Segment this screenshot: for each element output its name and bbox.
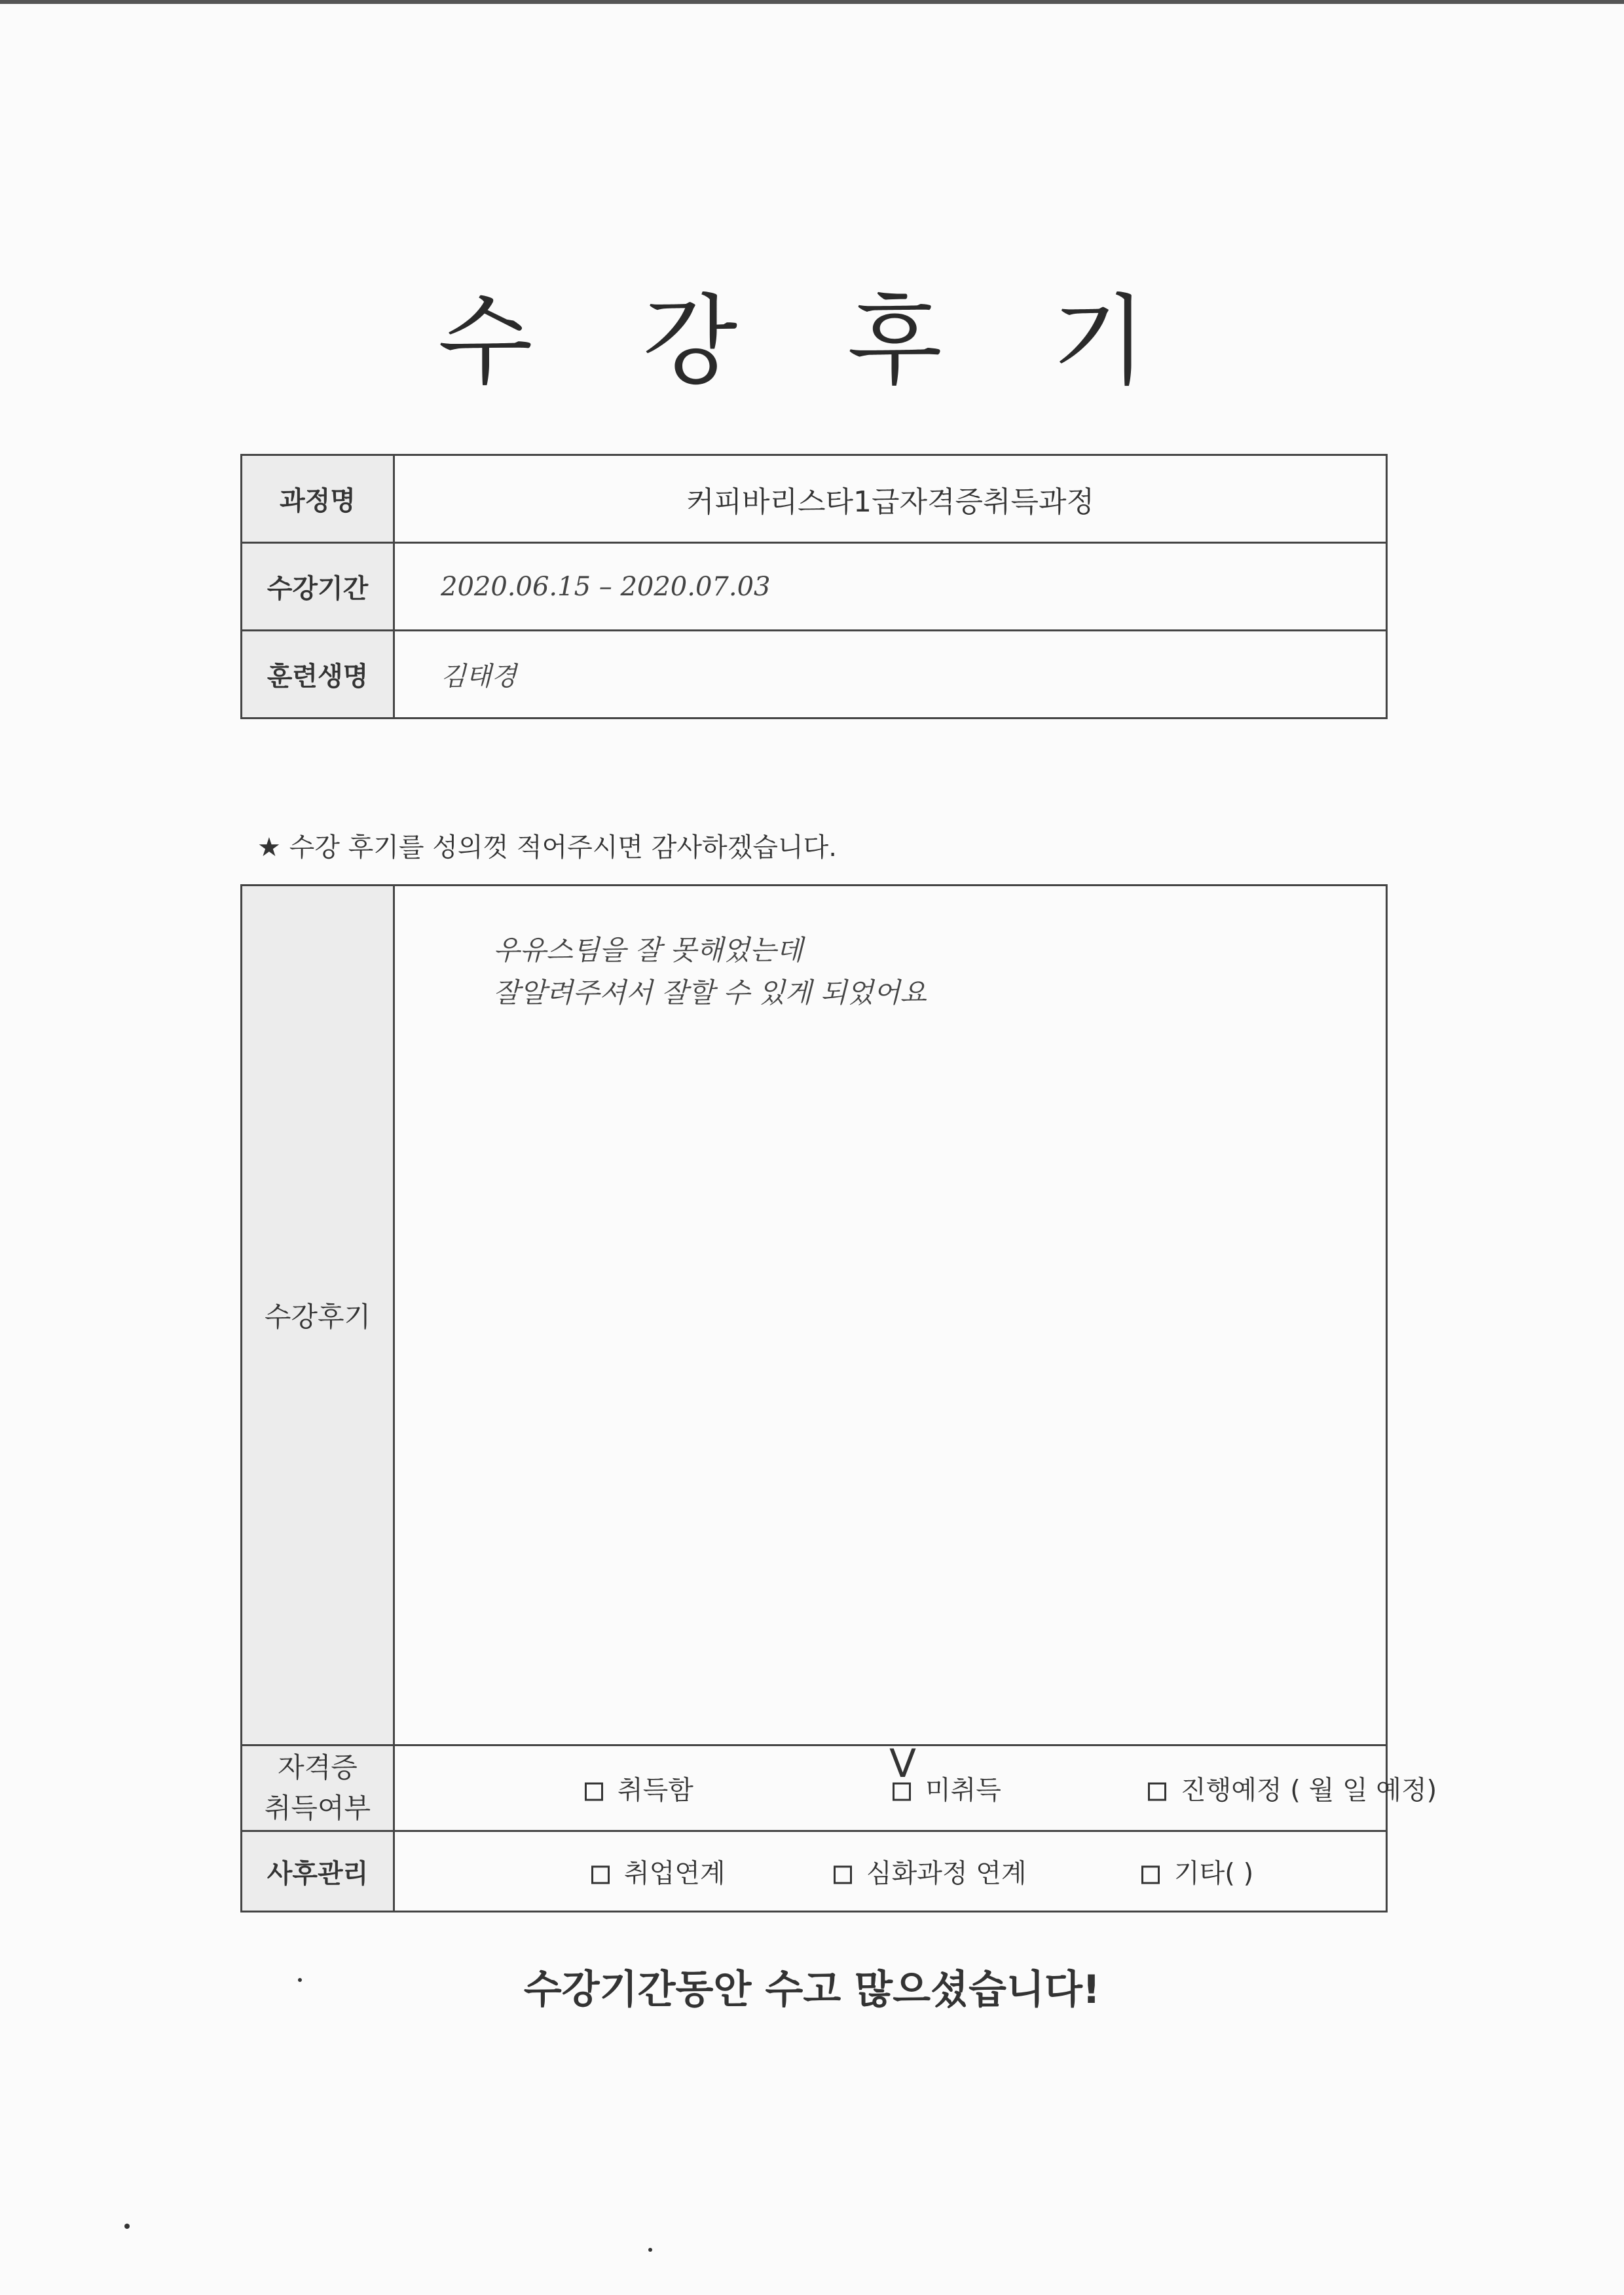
period-label: 수강기간	[242, 543, 394, 631]
info-table	[240, 454, 1388, 719]
review-content	[394, 886, 1387, 1745]
cert-option-acquired[interactable]: 취득함	[585, 1770, 693, 1807]
course-value: 커피바리스타1급자격증취득과정	[394, 455, 1387, 543]
scan-speck	[648, 2248, 652, 2252]
review-line-1: 우유스팀을 잘 못해었는데	[493, 934, 803, 966]
scan-speck	[124, 2224, 130, 2229]
aftercare-options	[394, 1831, 1387, 1912]
review-line-2: 잘알려주셔서 잘할 수 있게 되었어요	[493, 977, 927, 1009]
period-row	[242, 543, 1387, 631]
period-value: 2020.06.15 – 2020.07.03	[394, 543, 1387, 631]
cert-option-not-acquired[interactable]: 미취득	[893, 1770, 1001, 1807]
course-label: 과정명	[242, 455, 394, 543]
checkbox-icon[interactable]	[1148, 1783, 1166, 1801]
aftercare-option-other[interactable]: 기타( )	[1141, 1853, 1253, 1890]
checkbox-icon[interactable]	[834, 1866, 852, 1884]
course-row	[242, 455, 1387, 543]
cert-options	[394, 1741, 1437, 1831]
aftercare-row	[242, 1831, 1387, 1912]
scan-speck	[298, 1978, 302, 1982]
review-row	[242, 886, 1387, 1745]
cert-label-line-2: 취득여부	[264, 1792, 371, 1824]
cert-row	[242, 1745, 1387, 1831]
aftercare-option-advanced[interactable]: 심화과정 연계	[834, 1853, 1027, 1890]
top-border-line	[0, 0, 1624, 4]
review-label: 수강후기	[242, 886, 394, 1745]
instruction-note: ★ 수강 후기를 성의껏 적어주시면 감사하겠습니다.	[257, 832, 837, 863]
checkbox-icon[interactable]	[1141, 1866, 1160, 1884]
cert-label	[242, 1745, 394, 1831]
name-value: 김태경	[394, 631, 1387, 718]
document-title: 수 강 후 기	[437, 285, 1187, 399]
aftercare-option-employment[interactable]: 취업연계	[591, 1853, 726, 1890]
aftercare-label: 사후관리	[242, 1831, 394, 1912]
closing-message: 수강기간동안 수고 많으셨습니다!	[523, 1967, 1101, 2013]
name-label: 훈련생명	[242, 631, 394, 718]
cert-label-line-1: 자격증	[278, 1751, 358, 1783]
cert-option-planned[interactable]: 진행예정 ( 월 일 예정)	[1148, 1770, 1437, 1807]
checkbox-icon[interactable]	[591, 1866, 610, 1884]
review-table	[240, 884, 1437, 1912]
checkbox-icon[interactable]	[585, 1783, 603, 1801]
checkmark-icon: V	[889, 1741, 917, 1787]
name-row	[242, 631, 1387, 718]
